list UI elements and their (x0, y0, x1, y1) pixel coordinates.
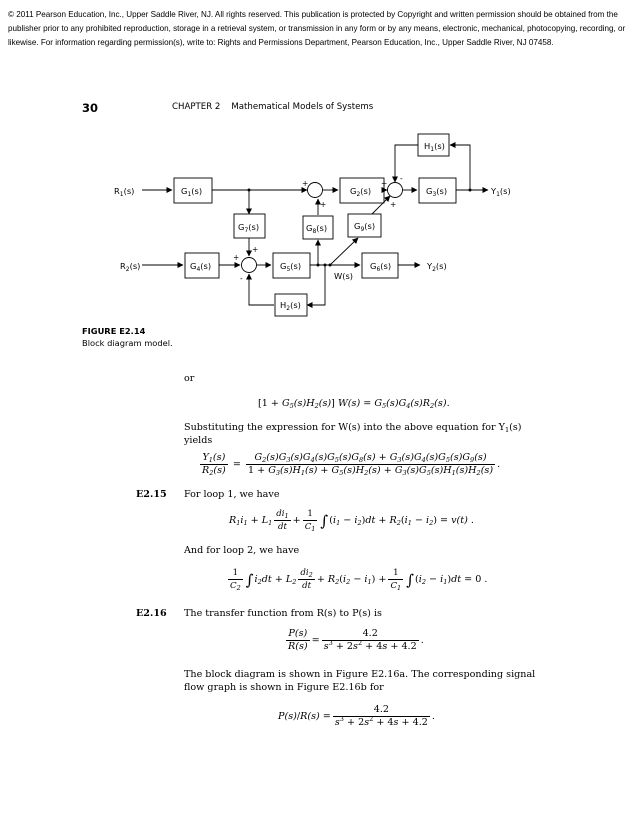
block-g7: $G_7(s)$ (238, 222, 260, 234)
svg-text:+: + (320, 200, 327, 209)
svg-text:+: + (233, 253, 240, 262)
block-g3: $G_3(s)$ (426, 186, 448, 198)
block-g6: $G_6(s)$ (370, 261, 392, 273)
svg-text:-: - (240, 274, 243, 283)
exercise-e2-15-label: E2.15 (136, 489, 167, 500)
block-g5: $G_5(s)$ (280, 261, 302, 273)
text-loop2: And for loop 2, we have (184, 545, 300, 556)
svg-text:+: + (302, 179, 309, 188)
block-diagram (0, 0, 638, 330)
exercise-e2-16-label: E2.16 (136, 608, 167, 619)
svg-text:+: + (381, 179, 388, 188)
block-g4: $G_4(s)$ (190, 261, 212, 273)
block-g8: $G_8(s)$ (306, 223, 328, 235)
chapter-title: Mathematical Models of Systems (231, 102, 374, 112)
block-h2: $H_2(s)$ (280, 300, 301, 312)
input-r1: $R_1(s)$ (114, 186, 135, 198)
page-number: 30 (82, 101, 99, 115)
text-or: or (184, 373, 195, 384)
equation-transfer-function: $\frac{P(s)}{R(s)}$ = $\frac{4.2}{s^3 + 2s^2 + 4s + 4.2}$ . (288, 628, 424, 652)
block-g2: $G_2(s)$ (350, 186, 372, 198)
text-loop1: For loop 1, we have (184, 489, 280, 500)
figure-caption (82, 325, 173, 349)
block-g9: $G_9(s)$ (354, 221, 376, 233)
text-block-diagram: The block diagram is shown in Figure E2.16a. The corresponding signal flow graph is shown in Figure E2.16b for (184, 669, 536, 693)
output-y1: $Y_1(s)$ (491, 186, 511, 198)
svg-text:+: + (252, 245, 259, 254)
equation-loop1: $R_1i_1 + L_1$ $\frac{di_1}{dt}$ + $\frac{1}{C_1}$ $\int(i_1 - i_2)dt + R_2(i_1 - i_2) = v(t)$ . (229, 509, 474, 533)
figure-label: FIGURE E2.14 (82, 326, 146, 336)
equation-loop2: $\frac{1}{C_2}$ $\int i_2dt + L_2$ $\frac{di_2}{dt}$ + $R_2(i_2 - i_1)$ + $\frac{1}{C_1}$ $\int(i_2 - i_1)dt = 0$ . (230, 568, 488, 592)
output-y2: $Y_2(s)$ (427, 261, 447, 273)
equation-w: $[1 + G_5(s)H_2(s)]$ $W(s) = G_5(s)G_4(s)R_2(s)$. (258, 398, 450, 410)
block-h1: $H_1(s)$ (424, 141, 445, 153)
signal-w: W(s) (334, 271, 354, 281)
input-r2: $R_2(s)$ (120, 261, 141, 273)
figure-caption-text: Block diagram model. (82, 338, 173, 348)
chapter-label: CHAPTER 2 (172, 102, 221, 112)
svg-text:-: - (400, 174, 403, 183)
equation-y1-over-r2: $\frac{Y_1(s)}{R_2(s)}$ = $\frac{G_2(s)G_3(s)G_4(s)G_5(s)G_8(s) + G_3(s)G_4(s)G_5(s)G_9(s)}{1 + G_3(s)H_1(s) + G_5(s)H_2(s) + G_3(s)G_5(s)H_1(s)H_2(s)}$ . (202, 452, 501, 477)
block-g1: $G_1(s)$ (181, 186, 203, 198)
text-transfer-function: The transfer function from R(s) to P(s) is (184, 608, 382, 619)
svg-text:+: + (390, 200, 397, 209)
equation-p-over-r: P(s)/R(s) = $\frac{4.2}{s^3 + 2s^2 + 4s + 4.2}$ . (278, 704, 435, 728)
text-substitute: Substituting the expression for W(s) into the above equation for $Y_1(s)$ yields (184, 422, 522, 446)
copyright-notice: © 2011 Pearson Education, Inc., Upper Saddle River, NJ. All rights reserved. This publication is protected by Copyright and written permission should be obtained from the publisher prior to any prohibited reproduction, storage in a retrieval system, or transmission in any form or by any means, electronic, mechanical, photocopying, recording, or likewise. For information regarding permission(s), write to: Rights and Permissions Department, Pearson Education, Inc., Upper Saddle River, NJ 07458. (8, 10, 626, 47)
